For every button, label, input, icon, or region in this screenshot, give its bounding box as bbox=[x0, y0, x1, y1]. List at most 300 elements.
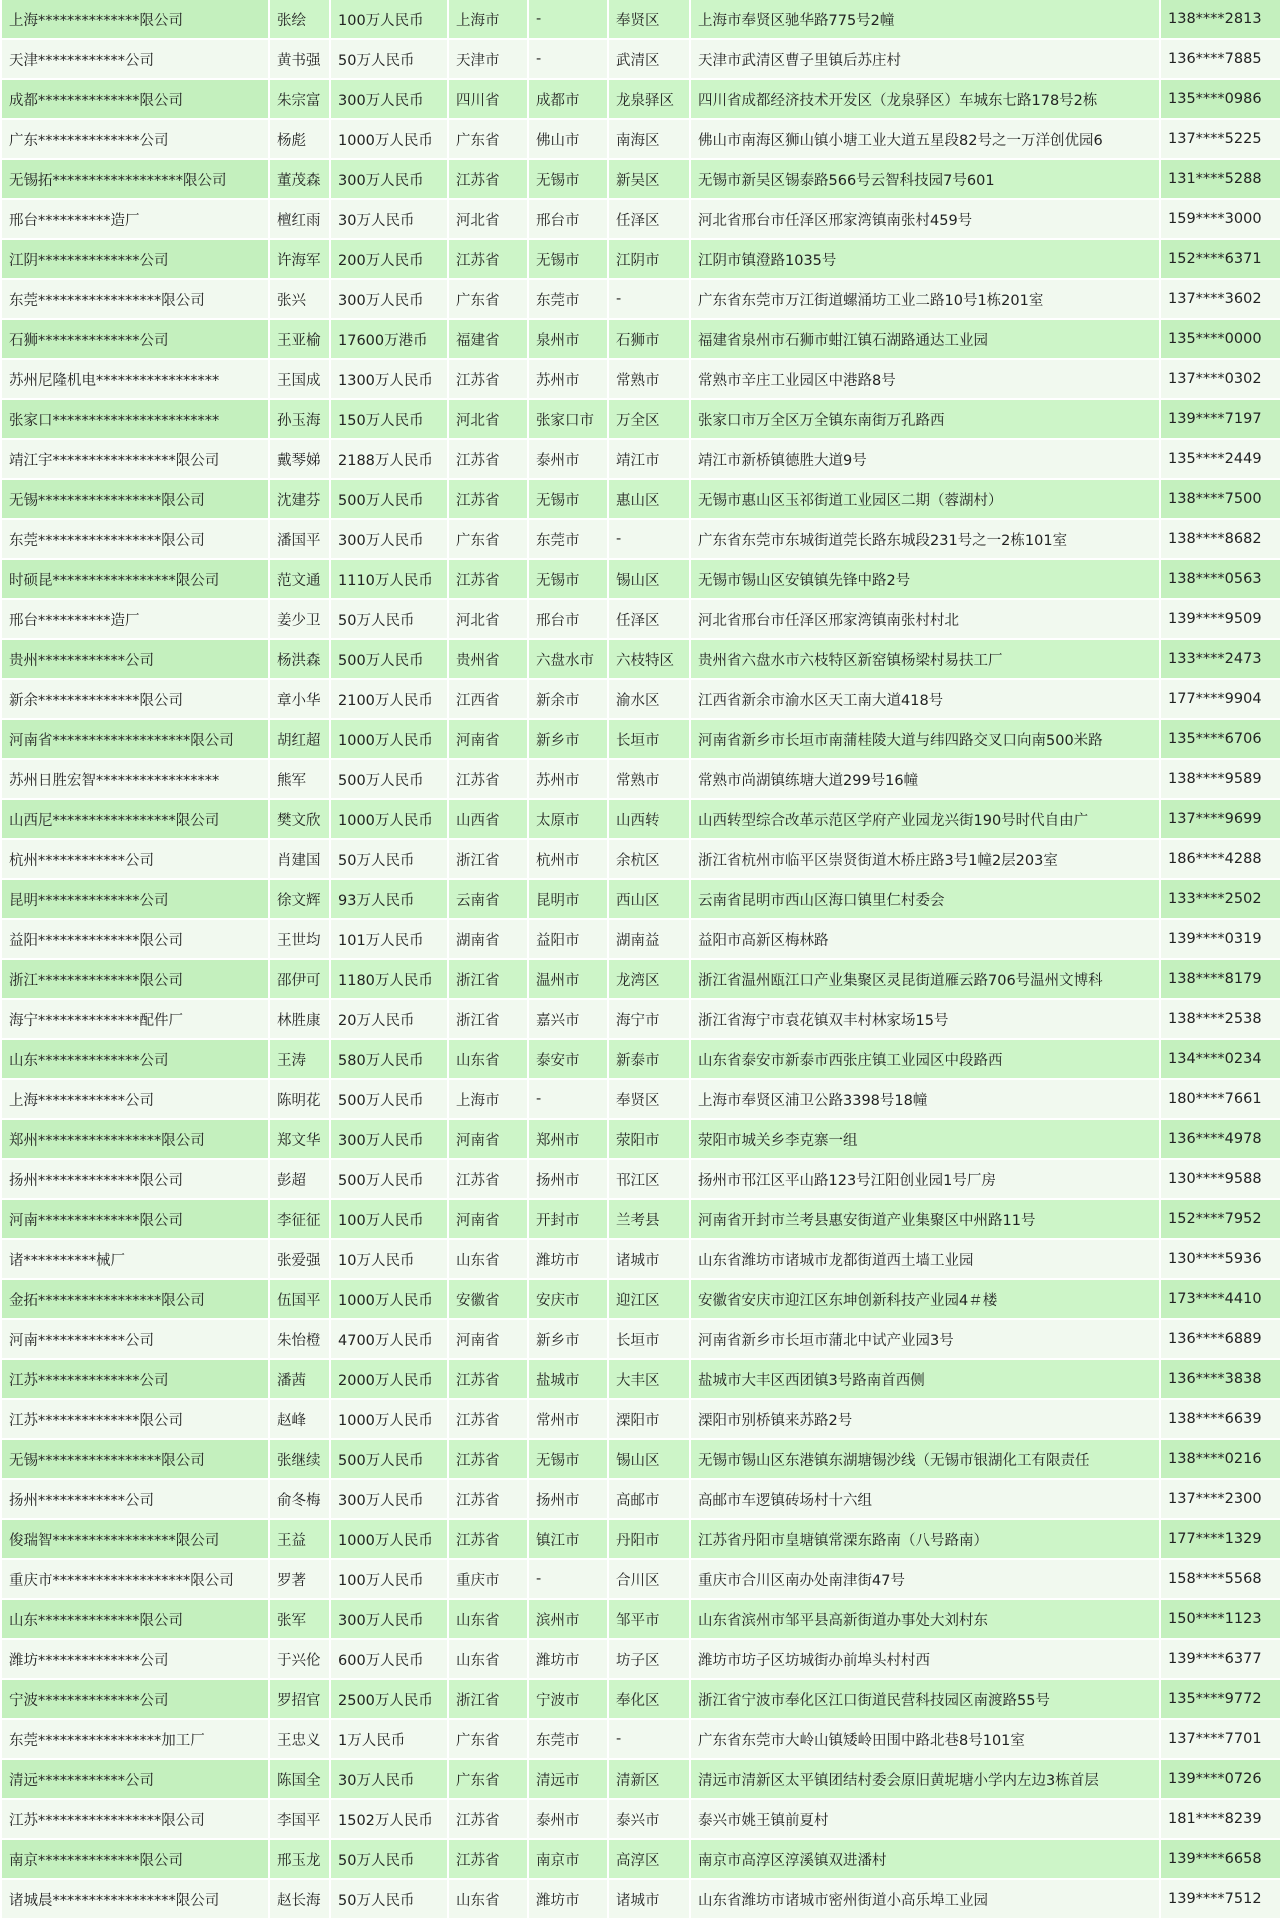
company-name-cell: 东莞*****************加工厂 bbox=[2, 1720, 268, 1760]
city-cell: 邢台市 bbox=[529, 600, 607, 640]
legal-rep-cell: 王世均 bbox=[270, 920, 329, 960]
city-cell: 益阳市 bbox=[529, 920, 607, 960]
table-body bbox=[2, 0, 1280, 1920]
province-cell: 江苏省 bbox=[449, 480, 527, 520]
city-cell: 潍坊市 bbox=[529, 1880, 607, 1920]
district-cell: 邹平市 bbox=[609, 1600, 689, 1640]
address-cell: 山东省潍坊市诸城市龙都街道西土墙工业园 bbox=[691, 1240, 1159, 1280]
district-cell: 奉化区 bbox=[609, 1680, 689, 1720]
company-name-cell: 浙江**************限公司 bbox=[2, 960, 268, 1000]
legal-rep-cell: 陈国全 bbox=[270, 1760, 329, 1800]
company-name-cell: 诸城晨*****************限公司 bbox=[2, 1880, 268, 1920]
table-row bbox=[2, 1160, 1280, 1200]
company-name-cell: 无锡*****************限公司 bbox=[2, 480, 268, 520]
registered-capital-cell: 20万人民币 bbox=[331, 1000, 447, 1040]
phone-cell: 130****5936 bbox=[1161, 1240, 1280, 1280]
address-cell: 无锡市新吴区锡泰路566号云智科技园7号601 bbox=[691, 160, 1159, 200]
registered-capital-cell: 500万人民币 bbox=[331, 1080, 447, 1120]
district-cell: 高邮市 bbox=[609, 1480, 689, 1520]
province-cell: 江苏省 bbox=[449, 1160, 527, 1200]
table-row bbox=[2, 1480, 1280, 1520]
district-cell: 丹阳市 bbox=[609, 1520, 689, 1560]
registered-capital-cell: 580万人民币 bbox=[331, 1040, 447, 1080]
address-cell: 天津市武清区曹子里镇后苏庄村 bbox=[691, 40, 1159, 80]
district-cell: 奉贤区 bbox=[609, 0, 689, 40]
province-cell: 江苏省 bbox=[449, 1360, 527, 1400]
registered-capital-cell: 500万人民币 bbox=[331, 640, 447, 680]
legal-rep-cell: 罗著 bbox=[270, 1560, 329, 1600]
phone-cell: 137****5225 bbox=[1161, 120, 1280, 160]
district-cell: 清新区 bbox=[609, 1760, 689, 1800]
address-cell: 泰兴市姚王镇前夏村 bbox=[691, 1800, 1159, 1840]
address-cell: 四川省成都经济技术开发区（龙泉驿区）车城东七路178号2栋 bbox=[691, 80, 1159, 120]
phone-cell: 133****2502 bbox=[1161, 880, 1280, 920]
phone-cell: 138****2813 bbox=[1161, 0, 1280, 40]
province-cell: 云南省 bbox=[449, 880, 527, 920]
legal-rep-cell: 俞冬梅 bbox=[270, 1480, 329, 1520]
city-cell: 无锡市 bbox=[529, 480, 607, 520]
phone-cell: 135****0000 bbox=[1161, 320, 1280, 360]
address-cell: 上海市奉贤区驰华路775号2幢 bbox=[691, 0, 1159, 40]
company-name-cell: 无锡*****************限公司 bbox=[2, 1440, 268, 1480]
district-cell: 泰兴市 bbox=[609, 1800, 689, 1840]
company-name-cell: 石狮**************公司 bbox=[2, 320, 268, 360]
table-row bbox=[2, 1800, 1280, 1840]
phone-cell: 138****6639 bbox=[1161, 1400, 1280, 1440]
district-cell: 江阴市 bbox=[609, 240, 689, 280]
district-cell: 海宁市 bbox=[609, 1000, 689, 1040]
city-cell: 杭州市 bbox=[529, 840, 607, 880]
registered-capital-cell: 300万人民币 bbox=[331, 1600, 447, 1640]
phone-cell: 137****2300 bbox=[1161, 1480, 1280, 1520]
company-name-cell: 海宁**************配件厂 bbox=[2, 1000, 268, 1040]
city-cell: 嘉兴市 bbox=[529, 1000, 607, 1040]
registered-capital-cell: 100万人民币 bbox=[331, 0, 447, 40]
address-cell: 浙江省温州瓯江口产业集聚区灵昆街道雁云路706号温州文博科 bbox=[691, 960, 1159, 1000]
phone-cell: 138****9589 bbox=[1161, 760, 1280, 800]
table-row bbox=[2, 1760, 1280, 1800]
table-row bbox=[2, 240, 1280, 280]
district-cell: 长垣市 bbox=[609, 720, 689, 760]
phone-cell: 173****4410 bbox=[1161, 1280, 1280, 1320]
company-name-cell: 时硕昆*****************限公司 bbox=[2, 560, 268, 600]
province-cell: 江苏省 bbox=[449, 240, 527, 280]
legal-rep-cell: 戴琴娣 bbox=[270, 440, 329, 480]
legal-rep-cell: 胡红超 bbox=[270, 720, 329, 760]
registered-capital-cell: 100万人民币 bbox=[331, 1560, 447, 1600]
address-cell: 安徽省安庆市迎江区东坤创新科技产业园4＃楼 bbox=[691, 1280, 1159, 1320]
province-cell: 广东省 bbox=[449, 120, 527, 160]
province-cell: 山东省 bbox=[449, 1240, 527, 1280]
address-cell: 浙江省海宁市袁花镇双丰村林家场15号 bbox=[691, 1000, 1159, 1040]
province-cell: 江苏省 bbox=[449, 440, 527, 480]
district-cell: 任泽区 bbox=[609, 600, 689, 640]
city-cell: 宁波市 bbox=[529, 1680, 607, 1720]
company-name-cell: 重庆市*******************限公司 bbox=[2, 1560, 268, 1600]
phone-cell: 134****0234 bbox=[1161, 1040, 1280, 1080]
city-cell: 开封市 bbox=[529, 1200, 607, 1240]
company-name-cell: 江苏*****************限公司 bbox=[2, 1800, 268, 1840]
phone-cell: 138****0563 bbox=[1161, 560, 1280, 600]
registered-capital-cell: 2188万人民币 bbox=[331, 440, 447, 480]
district-cell: 诸城市 bbox=[609, 1240, 689, 1280]
city-cell: 安庆市 bbox=[529, 1280, 607, 1320]
city-cell: - bbox=[529, 40, 607, 80]
legal-rep-cell: 杨洪森 bbox=[270, 640, 329, 680]
table-row bbox=[2, 1400, 1280, 1440]
registered-capital-cell: 1000万人民币 bbox=[331, 1520, 447, 1560]
legal-rep-cell: 朱宗富 bbox=[270, 80, 329, 120]
district-cell: 锡山区 bbox=[609, 560, 689, 600]
province-cell: 江苏省 bbox=[449, 1440, 527, 1480]
table-row bbox=[2, 1600, 1280, 1640]
legal-rep-cell: 肖建国 bbox=[270, 840, 329, 880]
province-cell: 江西省 bbox=[449, 680, 527, 720]
company-name-cell: 东莞*****************限公司 bbox=[2, 520, 268, 560]
legal-rep-cell: 章小华 bbox=[270, 680, 329, 720]
district-cell: 诸城市 bbox=[609, 1880, 689, 1920]
legal-rep-cell: 杨彪 bbox=[270, 120, 329, 160]
table-row bbox=[2, 280, 1280, 320]
company-name-cell: 河南**************限公司 bbox=[2, 1200, 268, 1240]
table-row bbox=[2, 120, 1280, 160]
district-cell: 靖江市 bbox=[609, 440, 689, 480]
district-cell: 惠山区 bbox=[609, 480, 689, 520]
province-cell: 江苏省 bbox=[449, 1800, 527, 1840]
table-row bbox=[2, 1200, 1280, 1240]
district-cell: 武清区 bbox=[609, 40, 689, 80]
city-cell: 张家口市 bbox=[529, 400, 607, 440]
address-cell: 盐城市大丰区西团镇3号路南首西侧 bbox=[691, 1360, 1159, 1400]
company-name-cell: 扬州************公司 bbox=[2, 1480, 268, 1520]
legal-rep-cell: 许海军 bbox=[270, 240, 329, 280]
registered-capital-cell: 1000万人民币 bbox=[331, 1400, 447, 1440]
phone-cell: 159****3000 bbox=[1161, 200, 1280, 240]
phone-cell: 137****9699 bbox=[1161, 800, 1280, 840]
province-cell: 山西省 bbox=[449, 800, 527, 840]
province-cell: 江苏省 bbox=[449, 1840, 527, 1880]
address-cell: 佛山市南海区狮山镇小塘工业大道五星段82号之一万洋创优园6 bbox=[691, 120, 1159, 160]
legal-rep-cell: 潘茜 bbox=[270, 1360, 329, 1400]
legal-rep-cell: 于兴伦 bbox=[270, 1640, 329, 1680]
registered-capital-cell: 300万人民币 bbox=[331, 280, 447, 320]
registered-capital-cell: 30万人民币 bbox=[331, 1760, 447, 1800]
city-cell: 东莞市 bbox=[529, 280, 607, 320]
phone-cell: 177****1329 bbox=[1161, 1520, 1280, 1560]
address-cell: 山东省滨州市邹平县高新街道办事处大刘村东 bbox=[691, 1600, 1159, 1640]
district-cell: 万全区 bbox=[609, 400, 689, 440]
legal-rep-cell: 王益 bbox=[270, 1520, 329, 1560]
city-cell: - bbox=[529, 0, 607, 40]
address-cell: 广东省东莞市东城街道莞长路东城段231号之一2栋101室 bbox=[691, 520, 1159, 560]
table-row bbox=[2, 0, 1280, 40]
table-row bbox=[2, 600, 1280, 640]
phone-cell: 152****6371 bbox=[1161, 240, 1280, 280]
table-row bbox=[2, 1680, 1280, 1720]
legal-rep-cell: 李国平 bbox=[270, 1800, 329, 1840]
registered-capital-cell: 300万人民币 bbox=[331, 160, 447, 200]
province-cell: 江苏省 bbox=[449, 1520, 527, 1560]
legal-rep-cell: 郑文华 bbox=[270, 1120, 329, 1160]
company-name-cell: 江苏**************限公司 bbox=[2, 1400, 268, 1440]
phone-cell: 186****4288 bbox=[1161, 840, 1280, 880]
city-cell: 泰安市 bbox=[529, 1040, 607, 1080]
address-cell: 荥阳市城关乡李克寨一组 bbox=[691, 1120, 1159, 1160]
registered-capital-cell: 17600万港币 bbox=[331, 320, 447, 360]
table-row bbox=[2, 320, 1280, 360]
address-cell: 南京市高淳区淳溪镇双进潘村 bbox=[691, 1840, 1159, 1880]
city-cell: 泰州市 bbox=[529, 1800, 607, 1840]
city-cell: 温州市 bbox=[529, 960, 607, 1000]
district-cell: 龙泉驿区 bbox=[609, 80, 689, 120]
province-cell: 山东省 bbox=[449, 1040, 527, 1080]
province-cell: 山东省 bbox=[449, 1880, 527, 1920]
table-row bbox=[2, 1360, 1280, 1400]
city-cell: 苏州市 bbox=[529, 360, 607, 400]
province-cell: 江苏省 bbox=[449, 360, 527, 400]
company-name-cell: 无锡拓******************限公司 bbox=[2, 160, 268, 200]
address-cell: 河北省邢台市任泽区邢家湾镇南张村村北 bbox=[691, 600, 1159, 640]
province-cell: 河北省 bbox=[449, 200, 527, 240]
company-name-cell: 扬州**************限公司 bbox=[2, 1160, 268, 1200]
city-cell: 郑州市 bbox=[529, 1120, 607, 1160]
city-cell: 盐城市 bbox=[529, 1360, 607, 1400]
phone-cell: 136****4978 bbox=[1161, 1120, 1280, 1160]
province-cell: 浙江省 bbox=[449, 840, 527, 880]
address-cell: 常熟市尚湖镇练塘大道299号16幢 bbox=[691, 760, 1159, 800]
registered-capital-cell: 2000万人民币 bbox=[331, 1360, 447, 1400]
table-row bbox=[2, 1280, 1280, 1320]
phone-cell: 139****0726 bbox=[1161, 1760, 1280, 1800]
company-name-cell: 东莞*****************限公司 bbox=[2, 280, 268, 320]
table-row bbox=[2, 880, 1280, 920]
registered-capital-cell: 300万人民币 bbox=[331, 1120, 447, 1160]
district-cell: 湖南益 bbox=[609, 920, 689, 960]
legal-rep-cell: 樊文欣 bbox=[270, 800, 329, 840]
phone-cell: 181****8239 bbox=[1161, 1800, 1280, 1840]
company-name-cell: 靖江宇*****************限公司 bbox=[2, 440, 268, 480]
province-cell: 安徽省 bbox=[449, 1280, 527, 1320]
registered-capital-cell: 500万人民币 bbox=[331, 760, 447, 800]
registered-capital-cell: 30万人民币 bbox=[331, 200, 447, 240]
company-name-cell: 河南省*******************限公司 bbox=[2, 720, 268, 760]
address-cell: 河南省新乡市长垣市南蒲桂陵大道与纬四路交叉口向南500米路 bbox=[691, 720, 1159, 760]
district-cell: 荥阳市 bbox=[609, 1120, 689, 1160]
province-cell: 江苏省 bbox=[449, 560, 527, 600]
phone-cell: 139****7512 bbox=[1161, 1880, 1280, 1920]
address-cell: 张家口市万全区万全镇东南街万孔路西 bbox=[691, 400, 1159, 440]
district-cell: 常熟市 bbox=[609, 360, 689, 400]
city-cell: 新余市 bbox=[529, 680, 607, 720]
registered-capital-cell: 50万人民币 bbox=[331, 840, 447, 880]
district-cell: 任泽区 bbox=[609, 200, 689, 240]
company-name-cell: 山东**************限公司 bbox=[2, 1600, 268, 1640]
city-cell: 滨州市 bbox=[529, 1600, 607, 1640]
registered-capital-cell: 100万人民币 bbox=[331, 1200, 447, 1240]
company-name-cell: 天津************公司 bbox=[2, 40, 268, 80]
province-cell: 河北省 bbox=[449, 600, 527, 640]
table-row bbox=[2, 840, 1280, 880]
phone-cell: 135****9772 bbox=[1161, 1680, 1280, 1720]
registered-capital-cell: 1180万人民币 bbox=[331, 960, 447, 1000]
address-cell: 贵州省六盘水市六枝特区新窑镇杨梁村易扶工厂 bbox=[691, 640, 1159, 680]
city-cell: 新乡市 bbox=[529, 720, 607, 760]
address-cell: 上海市奉贤区浦卫公路3398号18幢 bbox=[691, 1080, 1159, 1120]
registered-capital-cell: 1300万人民币 bbox=[331, 360, 447, 400]
legal-rep-cell: 王忠义 bbox=[270, 1720, 329, 1760]
phone-cell: 136****7885 bbox=[1161, 40, 1280, 80]
table-row bbox=[2, 720, 1280, 760]
legal-rep-cell: 董茂森 bbox=[270, 160, 329, 200]
registered-capital-cell: 1000万人民币 bbox=[331, 1280, 447, 1320]
city-cell: - bbox=[529, 1560, 607, 1600]
registered-capital-cell: 1000万人民币 bbox=[331, 720, 447, 760]
company-name-cell: 苏州日胜宏智***************** bbox=[2, 760, 268, 800]
table-row bbox=[2, 560, 1280, 600]
legal-rep-cell: 黄书强 bbox=[270, 40, 329, 80]
company-name-cell: 山东**************公司 bbox=[2, 1040, 268, 1080]
address-cell: 江苏省丹阳市皇塘镇常溧东路南（八号路南） bbox=[691, 1520, 1159, 1560]
district-cell: 新泰市 bbox=[609, 1040, 689, 1080]
table-row bbox=[2, 1240, 1280, 1280]
registered-capital-cell: 1000万人民币 bbox=[331, 120, 447, 160]
registered-capital-cell: 500万人民币 bbox=[331, 480, 447, 520]
city-cell: 泰州市 bbox=[529, 440, 607, 480]
district-cell: 常熟市 bbox=[609, 760, 689, 800]
province-cell: 广东省 bbox=[449, 520, 527, 560]
city-cell: 扬州市 bbox=[529, 1480, 607, 1520]
company-name-cell: 昆明**************公司 bbox=[2, 880, 268, 920]
province-cell: 河南省 bbox=[449, 1200, 527, 1240]
company-name-cell: 俊瑞智*****************限公司 bbox=[2, 1520, 268, 1560]
city-cell: 东莞市 bbox=[529, 1720, 607, 1760]
legal-rep-cell: 熊军 bbox=[270, 760, 329, 800]
table-row bbox=[2, 680, 1280, 720]
legal-rep-cell: 李征征 bbox=[270, 1200, 329, 1240]
phone-cell: 139****6377 bbox=[1161, 1640, 1280, 1680]
company-name-cell: 诸**********械厂 bbox=[2, 1240, 268, 1280]
city-cell: 太原市 bbox=[529, 800, 607, 840]
company-name-cell: 南京**************限公司 bbox=[2, 1840, 268, 1880]
registered-capital-cell: 93万人民币 bbox=[331, 880, 447, 920]
legal-rep-cell: 赵长海 bbox=[270, 1880, 329, 1920]
legal-rep-cell: 王涛 bbox=[270, 1040, 329, 1080]
province-cell: 四川省 bbox=[449, 80, 527, 120]
registered-capital-cell: 10万人民币 bbox=[331, 1240, 447, 1280]
district-cell: 邗江区 bbox=[609, 1160, 689, 1200]
district-cell: 渝水区 bbox=[609, 680, 689, 720]
city-cell: 常州市 bbox=[529, 1400, 607, 1440]
address-cell: 福建省泉州市石狮市蚶江镇石湖路通达工业园 bbox=[691, 320, 1159, 360]
city-cell: 佛山市 bbox=[529, 120, 607, 160]
phone-cell: 137****0302 bbox=[1161, 360, 1280, 400]
company-name-cell: 上海**************限公司 bbox=[2, 0, 268, 40]
address-cell: 浙江省宁波市奉化区江口街道民营科技园区南渡路55号 bbox=[691, 1680, 1159, 1720]
city-cell: 南京市 bbox=[529, 1840, 607, 1880]
company-name-cell: 邢台**********造厂 bbox=[2, 600, 268, 640]
phone-cell: 138****0216 bbox=[1161, 1440, 1280, 1480]
table-row bbox=[2, 920, 1280, 960]
registered-capital-cell: 50万人民币 bbox=[331, 40, 447, 80]
company-name-cell: 河南************公司 bbox=[2, 1320, 268, 1360]
legal-rep-cell: 沈建芬 bbox=[270, 480, 329, 520]
legal-rep-cell: 王国成 bbox=[270, 360, 329, 400]
address-cell: 靖江市新桥镇德胜大道9号 bbox=[691, 440, 1159, 480]
table-row bbox=[2, 1000, 1280, 1040]
address-cell: 浙江省杭州市临平区崇贤街道木桥庄路3号1幢2层203室 bbox=[691, 840, 1159, 880]
table-row bbox=[2, 1840, 1280, 1880]
address-cell: 扬州市邗江区平山路123号江阳创业园1号厂房 bbox=[691, 1160, 1159, 1200]
province-cell: 广东省 bbox=[449, 1720, 527, 1760]
city-cell: 无锡市 bbox=[529, 1440, 607, 1480]
city-cell: 新乡市 bbox=[529, 1320, 607, 1360]
legal-rep-cell: 张继续 bbox=[270, 1440, 329, 1480]
address-cell: 江阴市镇澄路1035号 bbox=[691, 240, 1159, 280]
phone-cell: 150****1123 bbox=[1161, 1600, 1280, 1640]
province-cell: 江苏省 bbox=[449, 760, 527, 800]
province-cell: 福建省 bbox=[449, 320, 527, 360]
table-row bbox=[2, 640, 1280, 680]
table-row bbox=[2, 1640, 1280, 1680]
registered-capital-cell: 1502万人民币 bbox=[331, 1800, 447, 1840]
company-name-cell: 上海************公司 bbox=[2, 1080, 268, 1120]
company-name-cell: 清远************公司 bbox=[2, 1760, 268, 1800]
table-row bbox=[2, 1880, 1280, 1920]
company-name-cell: 江苏**************公司 bbox=[2, 1360, 268, 1400]
table-row bbox=[2, 1520, 1280, 1560]
company-name-cell: 山西尼*****************限公司 bbox=[2, 800, 268, 840]
city-cell: 泉州市 bbox=[529, 320, 607, 360]
company-name-cell: 金拓*****************限公司 bbox=[2, 1280, 268, 1320]
registered-capital-cell: 1110万人民币 bbox=[331, 560, 447, 600]
city-cell: 扬州市 bbox=[529, 1160, 607, 1200]
phone-cell: 137****3602 bbox=[1161, 280, 1280, 320]
city-cell: 成都市 bbox=[529, 80, 607, 120]
legal-rep-cell: 张兴 bbox=[270, 280, 329, 320]
legal-rep-cell: 张爱强 bbox=[270, 1240, 329, 1280]
address-cell: 无锡市惠山区玉祁街道工业园区二期（蓉湖村） bbox=[691, 480, 1159, 520]
address-cell: 潍坊市坊子区坊城街办前埠头村村西 bbox=[691, 1640, 1159, 1680]
phone-cell: 138****8682 bbox=[1161, 520, 1280, 560]
city-cell: 无锡市 bbox=[529, 160, 607, 200]
legal-rep-cell: 赵峰 bbox=[270, 1400, 329, 1440]
address-cell: 河南省开封市兰考县惠安街道产业集聚区中州路11号 bbox=[691, 1200, 1159, 1240]
table-row bbox=[2, 520, 1280, 560]
table-row bbox=[2, 1120, 1280, 1160]
legal-rep-cell: 潘国平 bbox=[270, 520, 329, 560]
registered-capital-cell: 500万人民币 bbox=[331, 1440, 447, 1480]
address-cell: 云南省昆明市西山区海口镇里仁村委会 bbox=[691, 880, 1159, 920]
district-cell: 大丰区 bbox=[609, 1360, 689, 1400]
phone-cell: 138****8179 bbox=[1161, 960, 1280, 1000]
phone-cell: 158****5568 bbox=[1161, 1560, 1280, 1600]
registered-capital-cell: 101万人民币 bbox=[331, 920, 447, 960]
address-cell: 江西省新余市渝水区天工南大道418号 bbox=[691, 680, 1159, 720]
district-cell: 高淳区 bbox=[609, 1840, 689, 1880]
address-cell: 河南省新乡市长垣市蒲北中试产业园3号 bbox=[691, 1320, 1159, 1360]
legal-rep-cell: 陈明花 bbox=[270, 1080, 329, 1120]
district-cell: 新吴区 bbox=[609, 160, 689, 200]
phone-cell: 138****7500 bbox=[1161, 480, 1280, 520]
district-cell: 合川区 bbox=[609, 1560, 689, 1600]
province-cell: 江苏省 bbox=[449, 1480, 527, 1520]
district-cell: 山西转 bbox=[609, 800, 689, 840]
registered-capital-cell: 200万人民币 bbox=[331, 240, 447, 280]
district-cell: 石狮市 bbox=[609, 320, 689, 360]
company-name-cell: 邢台**********造厂 bbox=[2, 200, 268, 240]
city-cell: 东莞市 bbox=[529, 520, 607, 560]
registered-capital-cell: 2500万人民币 bbox=[331, 1680, 447, 1720]
